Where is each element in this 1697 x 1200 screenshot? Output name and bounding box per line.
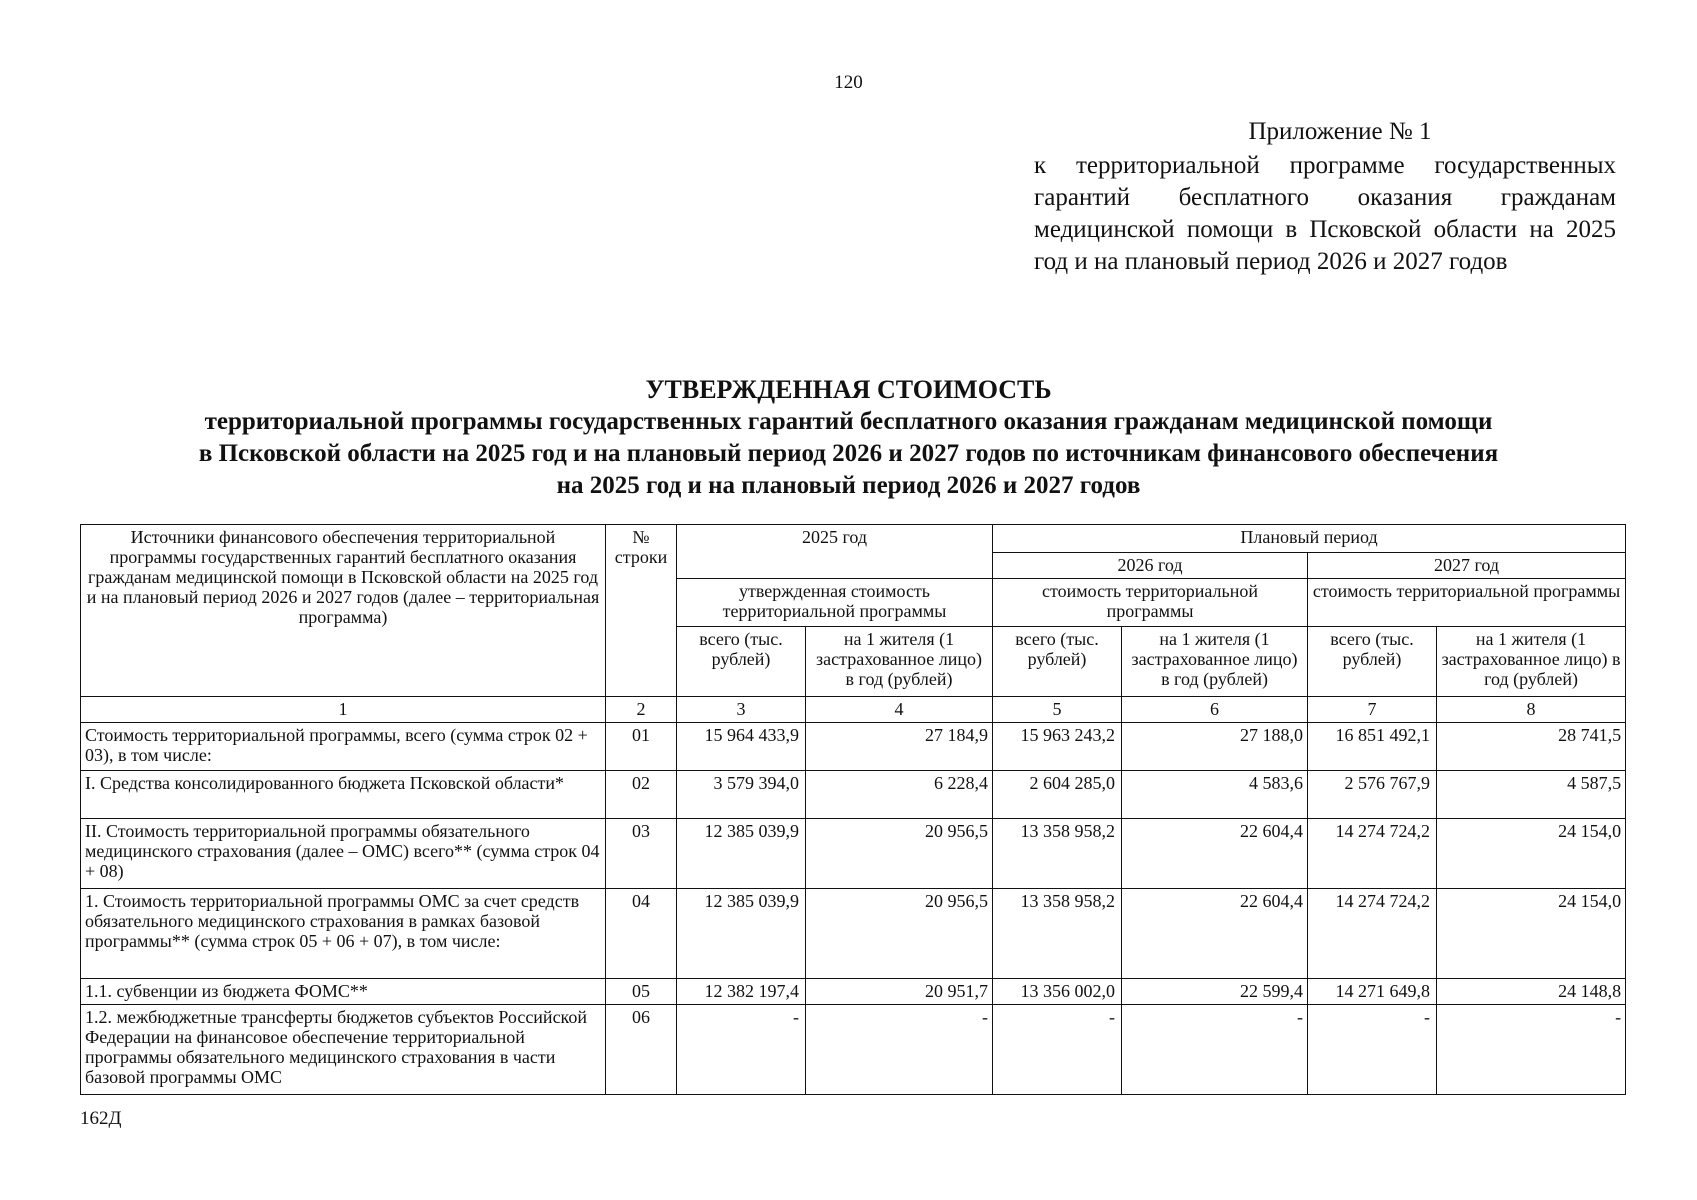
row-value-total-2026: 2 604 285,0: [993, 771, 1122, 819]
column-number: 7: [1308, 697, 1437, 723]
row-value-per-resident-2025: 20 956,5: [806, 889, 993, 979]
header-per-resident-2025: на 1 жителя (1 застрахованное лицо) в год (рублей): [806, 627, 993, 697]
row-value-total-2026: 13 358 958,2: [993, 889, 1122, 979]
row-value-total-2026: -: [993, 1005, 1122, 1095]
row-value-total-2026: 13 358 958,2: [993, 819, 1122, 889]
row-value-total-2027: 2 576 767,9: [1308, 771, 1437, 819]
row-value-per-resident-2026: 22 604,4: [1122, 889, 1308, 979]
header-year-2026: 2026 год: [993, 553, 1308, 579]
header-per-resident-2027: на 1 жителя (1 застрахованное лицо) в год (рублей): [1437, 627, 1626, 697]
row-name: II. Стоимость территориальной программы обязательного медицинского страхования (далее – ОМС) всего** (сумма строк 04 + 08): [81, 819, 606, 889]
column-number: 3: [677, 697, 806, 723]
row-value-per-resident-2027: -: [1437, 1005, 1626, 1095]
row-value-total-2027: 14 274 724,2: [1308, 819, 1437, 889]
appendix-block: [1034, 116, 1616, 278]
title-heading: УТВЕРЖДЕННАЯ СТОИМОСТЬ: [645, 375, 1052, 404]
row-value-total-2027: 16 851 492,1: [1308, 723, 1437, 771]
header-year-2027: 2027 год: [1308, 553, 1626, 579]
row-value-per-resident-2027: 24 148,8: [1437, 979, 1626, 1005]
appendix-text: к территориальной программе государственных гарантий бесплатного оказания гражданам медицинской помощи в Псковской области на 2025 год и на плановый период 2026 и 2027 годов: [1034, 152, 1616, 275]
header-year-2025: 2025 год: [677, 525, 993, 579]
row-value-per-resident-2025: 20 956,5: [806, 819, 993, 889]
row-value-total-2027: -: [1308, 1005, 1437, 1095]
row-value-per-resident-2025: 6 228,4: [806, 771, 993, 819]
header-planned-period: Плановый период: [993, 525, 1626, 553]
document-title: [60, 374, 1637, 502]
row-value-per-resident-2026: 27 188,0: [1122, 723, 1308, 771]
row-value-per-resident-2026: 22 599,4: [1122, 979, 1308, 1005]
title-line-3: на 2025 год и на плановый период 2026 и 2027 годов: [556, 472, 1141, 499]
header-total-2025: всего (тыс. рублей): [677, 627, 806, 697]
page-number: 120: [834, 72, 863, 93]
table-row: [81, 1005, 1626, 1095]
row-code: 02: [606, 771, 677, 819]
footer-code: 162Д: [80, 1108, 122, 1129]
header-line-number: № строки: [606, 525, 677, 697]
row-code: 06: [606, 1005, 677, 1095]
row-value-total-2027: 14 274 724,2: [1308, 889, 1437, 979]
title-line-2: в Псковской области на 2025 год и на плановый период 2026 и 2027 годов по источникам финансового обеспечения: [198, 440, 1499, 467]
table-row: [81, 979, 1626, 1005]
column-number: 2: [606, 697, 677, 723]
row-value-total-2026: 15 963 243,2: [993, 723, 1122, 771]
row-name: 1.2. межбюджетные трансферты бюджетов субъектов Российской Федерации на финансовое обеспечение территориальной программы обязательного медицинского страхования в части базовой программы ОМС: [81, 1005, 606, 1095]
column-number: 4: [806, 697, 993, 723]
row-value-total-2027: 14 271 649,8: [1308, 979, 1437, 1005]
row-name: 1.1. субвенции из бюджета ФОМС**: [81, 979, 606, 1005]
appendix-title: Приложение № 1: [1248, 118, 1432, 145]
row-code: 04: [606, 889, 677, 979]
row-value-total-2025: 15 964 433,9: [677, 723, 806, 771]
title-line-1: территориальной программы государственных гарантий бесплатного оказания гражданам медицинской помощи: [204, 408, 1493, 435]
header-cost-2026: стоимость территориальной программы: [993, 579, 1308, 627]
row-value-per-resident-2027: 4 587,5: [1437, 771, 1626, 819]
row-value-per-resident-2027: 24 154,0: [1437, 889, 1626, 979]
row-name: 1. Стоимость территориальной программы ОМС за счет средств обязательного медицинского страхования в рамках базовой программы** (сумма строк 05 + 06 + 07), в том числе:: [81, 889, 606, 979]
column-number: 8: [1437, 697, 1626, 723]
row-value-per-resident-2027: 28 741,5: [1437, 723, 1626, 771]
row-value-total-2025: 12 385 039,9: [677, 819, 806, 889]
column-number-row: [81, 697, 1626, 723]
header-total-2027: всего (тыс. рублей): [1308, 627, 1437, 697]
row-value-per-resident-2025: 20 951,7: [806, 979, 993, 1005]
header-per-resident-2026: на 1 жителя (1 застрахованное лицо) в год (рублей): [1122, 627, 1308, 697]
row-value-total-2025: 12 382 197,4: [677, 979, 806, 1005]
row-code: 01: [606, 723, 677, 771]
column-number: 6: [1122, 697, 1308, 723]
row-value-total-2025: 12 385 039,9: [677, 889, 806, 979]
row-value-per-resident-2027: 24 154,0: [1437, 819, 1626, 889]
row-value-per-resident-2025: 27 184,9: [806, 723, 993, 771]
row-code: 03: [606, 819, 677, 889]
table-row: [81, 819, 1626, 889]
column-number: 5: [993, 697, 1122, 723]
row-value-per-resident-2025: -: [806, 1005, 993, 1095]
header-sources: Источники финансового обеспечения территориальной программы государственных гарантий бесплатного оказания гражданам медицинской помощи в Псковской области на 2025 год и на плановый период 2026 и 2027 годов (далее – территориальная программа): [81, 525, 606, 697]
row-value-total-2025: 3 579 394,0: [677, 771, 806, 819]
table-row: [81, 723, 1626, 771]
cost-table: [80, 524, 1626, 1095]
column-number: 1: [81, 697, 606, 723]
row-value-total-2025: -: [677, 1005, 806, 1095]
row-value-per-resident-2026: 4 583,6: [1122, 771, 1308, 819]
header-approved-cost: утвержденная стоимость территориальной программы: [677, 579, 993, 627]
header-cost-2027: стоимость территориальной программы: [1308, 579, 1626, 627]
row-code: 05: [606, 979, 677, 1005]
row-name: I. Средства консолидированного бюджета Псковской области*: [81, 771, 606, 819]
table-row: [81, 889, 1626, 979]
row-value-total-2026: 13 356 002,0: [993, 979, 1122, 1005]
row-value-per-resident-2026: 22 604,4: [1122, 819, 1308, 889]
table-row: [81, 771, 1626, 819]
row-value-per-resident-2026: -: [1122, 1005, 1308, 1095]
header-total-2026: всего (тыс. рублей): [993, 627, 1122, 697]
row-name: Стоимость территориальной программы, всего (сумма строк 02 + 03), в том числе:: [81, 723, 606, 771]
